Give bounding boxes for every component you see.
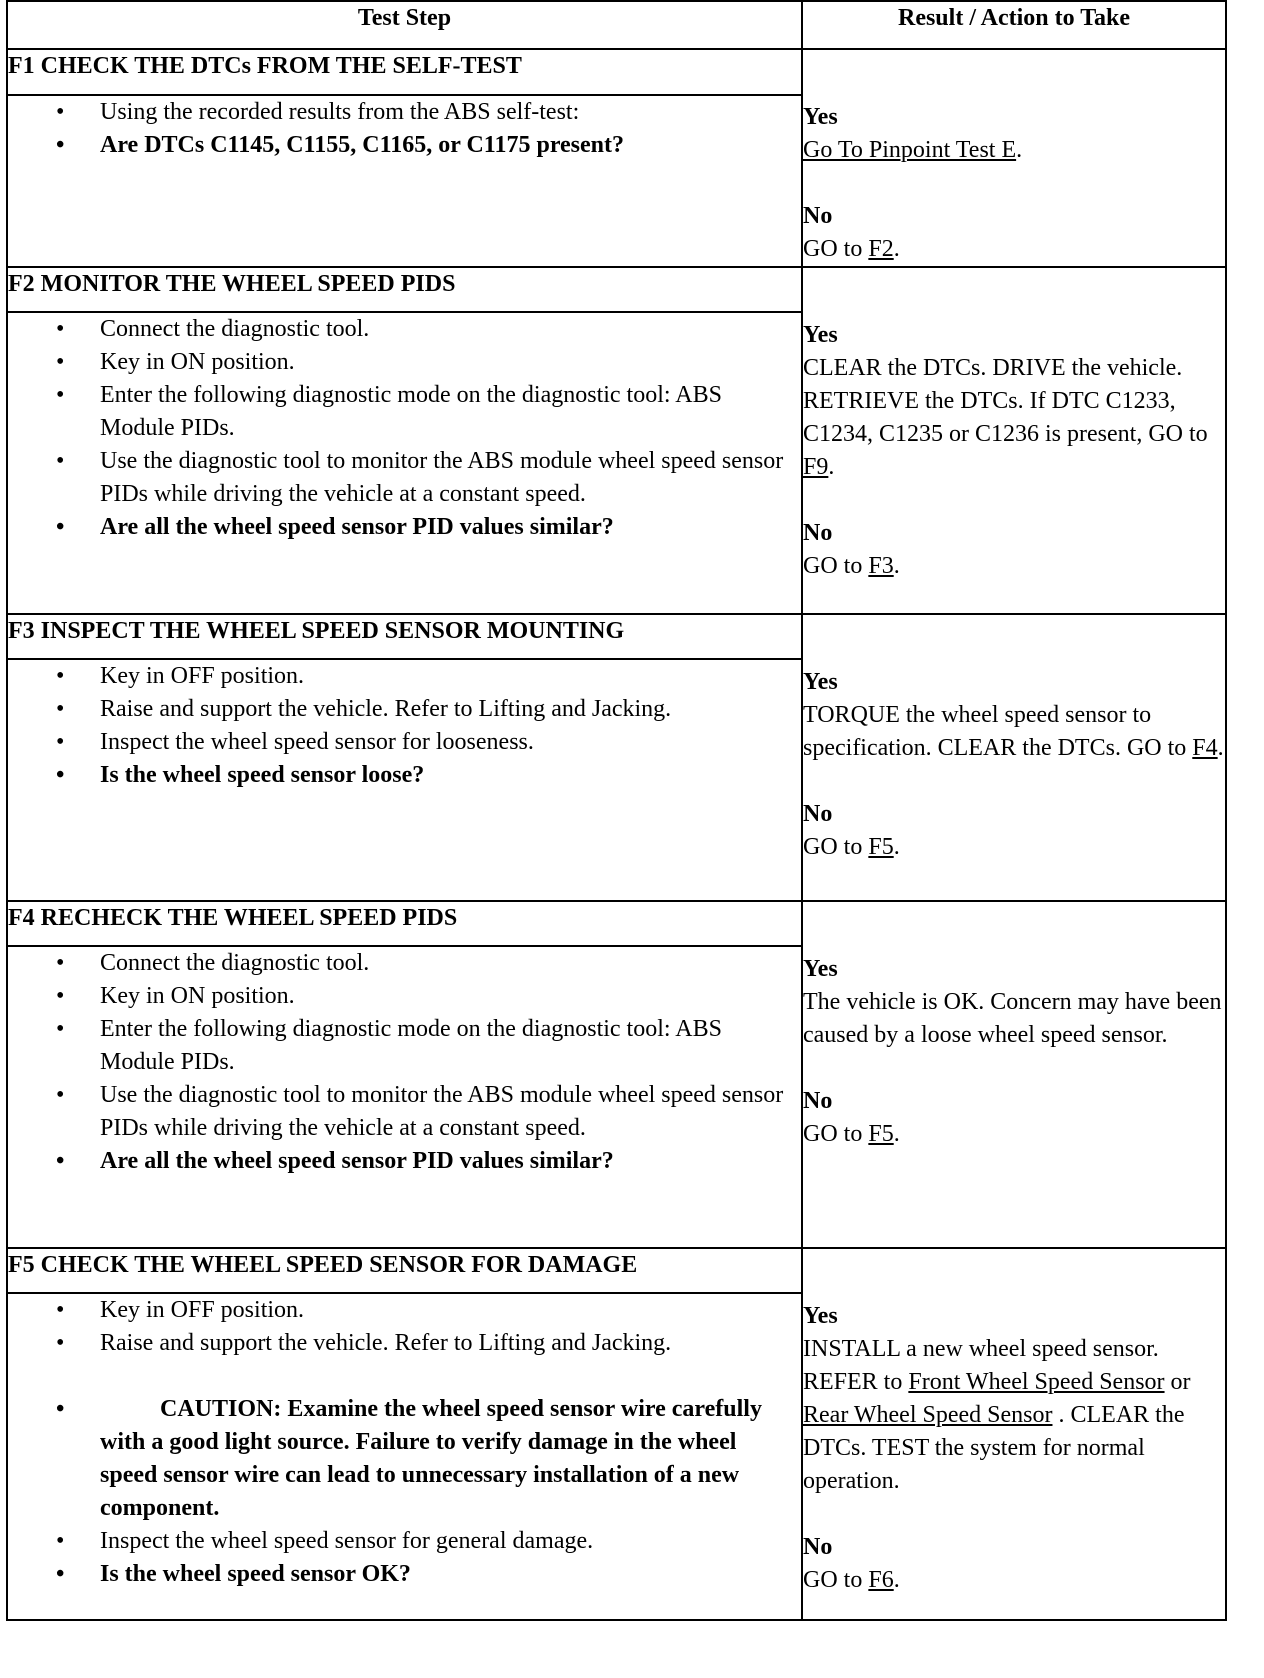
list-item-question: • Are all the wheel speed sensor PID values similar? xyxy=(8,511,801,544)
step-f2-result xyxy=(802,267,1226,614)
no-text: GO to xyxy=(803,236,869,262)
list-item-question: • Are DTCs C1145, C1155, C1165, or C1175 present? xyxy=(8,129,801,162)
list-item: • Raise and support the vehicle. Refer to Lifting and Jacking. xyxy=(8,1327,801,1360)
link-f2[interactable]: F2 xyxy=(868,236,894,262)
list-item: • Raise and support the vehicle. Refer to Lifting and Jacking. xyxy=(8,693,801,726)
link-f4[interactable]: F4 xyxy=(1192,735,1218,761)
list-item: • Inspect the wheel speed sensor for general damage. xyxy=(8,1525,801,1558)
no-label: No xyxy=(803,1534,833,1560)
step-f1-title-row xyxy=(7,49,1226,95)
no-action xyxy=(803,1118,1225,1151)
list-item-question: • Are all the wheel speed sensor PID values similar? xyxy=(8,1145,801,1178)
yes-action xyxy=(803,352,1225,484)
step-f4-body xyxy=(7,946,802,1248)
list-item: • Inspect the wheel speed sensor for looseness. xyxy=(8,726,801,759)
yes-label: Yes xyxy=(803,104,838,130)
yes-label: Yes xyxy=(803,669,838,695)
step-f2-body xyxy=(7,312,802,614)
step-f5-result xyxy=(802,1248,1226,1620)
yes-action: The vehicle is OK. Concern may have been caused by a loose wheel speed sensor. xyxy=(803,989,1222,1048)
step-title: F3 INSPECT THE WHEEL SPEED SENSOR MOUNTING xyxy=(7,614,802,659)
link-rear-wheel-speed-sensor[interactable]: Rear Wheel Speed Sensor xyxy=(803,1402,1053,1428)
step-f2-title-row xyxy=(7,267,1226,312)
step-f5-body xyxy=(7,1293,802,1620)
no-label: No xyxy=(803,801,833,827)
yes-after: . CLEAR the DTCs. TEST the system for normal operation. xyxy=(803,1402,1185,1494)
list-item: • Key in ON position. xyxy=(8,980,801,1013)
no-text: GO to xyxy=(803,1121,869,1147)
step-f1-result xyxy=(802,49,1226,267)
list-item: • Using the recorded results from the ABS self-test: xyxy=(8,96,801,129)
step-title: F2 MONITOR THE WHEEL SPEED PIDS xyxy=(7,267,802,312)
no-label: No xyxy=(803,520,833,546)
no-punct: . xyxy=(893,834,900,860)
no-text: GO to xyxy=(803,834,869,860)
no-action xyxy=(803,831,1225,864)
step-f4-result xyxy=(802,901,1226,1248)
yes-punct: . xyxy=(1016,137,1023,163)
table-header-row xyxy=(7,1,1226,49)
caution-text: CAUTION: Examine the wheel speed sensor wire carefully with a good light source. Failure to verify damage in the wheel speed sensor wire can lead to unnecessary installation of a new component. xyxy=(100,1396,762,1521)
list-item: • Key in ON position. xyxy=(8,346,801,379)
yes-label: Yes xyxy=(803,322,838,348)
no-action xyxy=(803,233,1225,266)
list-item: • Connect the diagnostic tool. xyxy=(8,313,801,346)
yes-punct: . xyxy=(828,454,835,480)
yes-label: Yes xyxy=(803,956,838,982)
no-label: No xyxy=(803,1088,833,1114)
no-label: No xyxy=(803,203,833,229)
no-action xyxy=(803,1564,1225,1597)
yes-label: Yes xyxy=(803,1303,838,1329)
step-f3-body xyxy=(7,659,802,901)
yes-mid: or xyxy=(1164,1369,1191,1395)
step-f3-title-row xyxy=(7,614,1226,659)
list-item-question: • Is the wheel speed sensor OK? xyxy=(8,1558,801,1591)
list-item: • Key in OFF position. xyxy=(8,1294,801,1327)
no-punct: . xyxy=(893,1567,900,1593)
step-title: F4 RECHECK THE WHEEL SPEED PIDS xyxy=(7,901,802,946)
link-f6[interactable]: F6 xyxy=(868,1567,894,1593)
link-f9[interactable]: F9 xyxy=(803,454,829,480)
yes-punct: . xyxy=(1217,735,1224,761)
header-result-action: Result / Action to Take xyxy=(802,1,1226,49)
step-f1-body xyxy=(7,95,802,267)
no-punct: . xyxy=(893,553,900,579)
step-f4-title-row xyxy=(7,901,1226,946)
yes-action xyxy=(803,699,1225,765)
header-test-step: Test Step xyxy=(7,1,802,49)
link-f3[interactable]: F3 xyxy=(868,553,894,579)
list-item: • Enter the following diagnostic mode on the diagnostic tool: ABS Module PIDs. xyxy=(8,379,801,445)
yes-text: CLEAR the DTCs. DRIVE the vehicle. RETRIEVE the DTCs. If DTC C1233, C1234, C1235 or C1236 is present, GO to xyxy=(803,355,1208,447)
diagnostic-table xyxy=(6,0,1227,1621)
step-title: F5 CHECK THE WHEEL SPEED SENSOR FOR DAMAGE xyxy=(7,1248,802,1293)
step-f5-title-row xyxy=(7,1248,1226,1293)
link-f5[interactable]: F5 xyxy=(868,834,894,860)
yes-text: INSTALL a new wheel speed sensor. REFER to xyxy=(803,1336,1159,1395)
step-title: F1 CHECK THE DTCs FROM THE SELF-TEST xyxy=(7,49,802,95)
list-item: • Connect the diagnostic tool. xyxy=(8,947,801,980)
step-f3-result xyxy=(802,614,1226,901)
no-punct: . xyxy=(893,236,900,262)
list-item-caution xyxy=(8,1393,801,1525)
list-item-question: • Is the wheel speed sensor loose? xyxy=(8,759,801,792)
no-action xyxy=(803,550,1225,583)
list-item: • Key in OFF position. xyxy=(8,660,801,693)
no-text: GO to xyxy=(803,1567,869,1593)
yes-action xyxy=(803,134,1225,167)
no-text: GO to xyxy=(803,553,869,579)
link-f5[interactable]: F5 xyxy=(868,1121,894,1147)
no-punct: . xyxy=(893,1121,900,1147)
list-item: • Use the diagnostic tool to monitor the ABS module wheel speed sensor PIDs while driving the vehicle at a constant speed. xyxy=(8,445,801,511)
link-pinpoint-test-e[interactable]: Go To Pinpoint Test E xyxy=(803,137,1017,163)
list-item: • Enter the following diagnostic mode on the diagnostic tool: ABS Module PIDs. xyxy=(8,1013,801,1079)
list-item: • Use the diagnostic tool to monitor the ABS module wheel speed sensor PIDs while driving the vehicle at a constant speed. xyxy=(8,1079,801,1145)
link-front-wheel-speed-sensor[interactable]: Front Wheel Speed Sensor xyxy=(908,1369,1165,1395)
yes-text: TORQUE the wheel speed sensor to specification. CLEAR the DTCs. GO to xyxy=(803,702,1193,761)
yes-action xyxy=(803,1333,1225,1498)
